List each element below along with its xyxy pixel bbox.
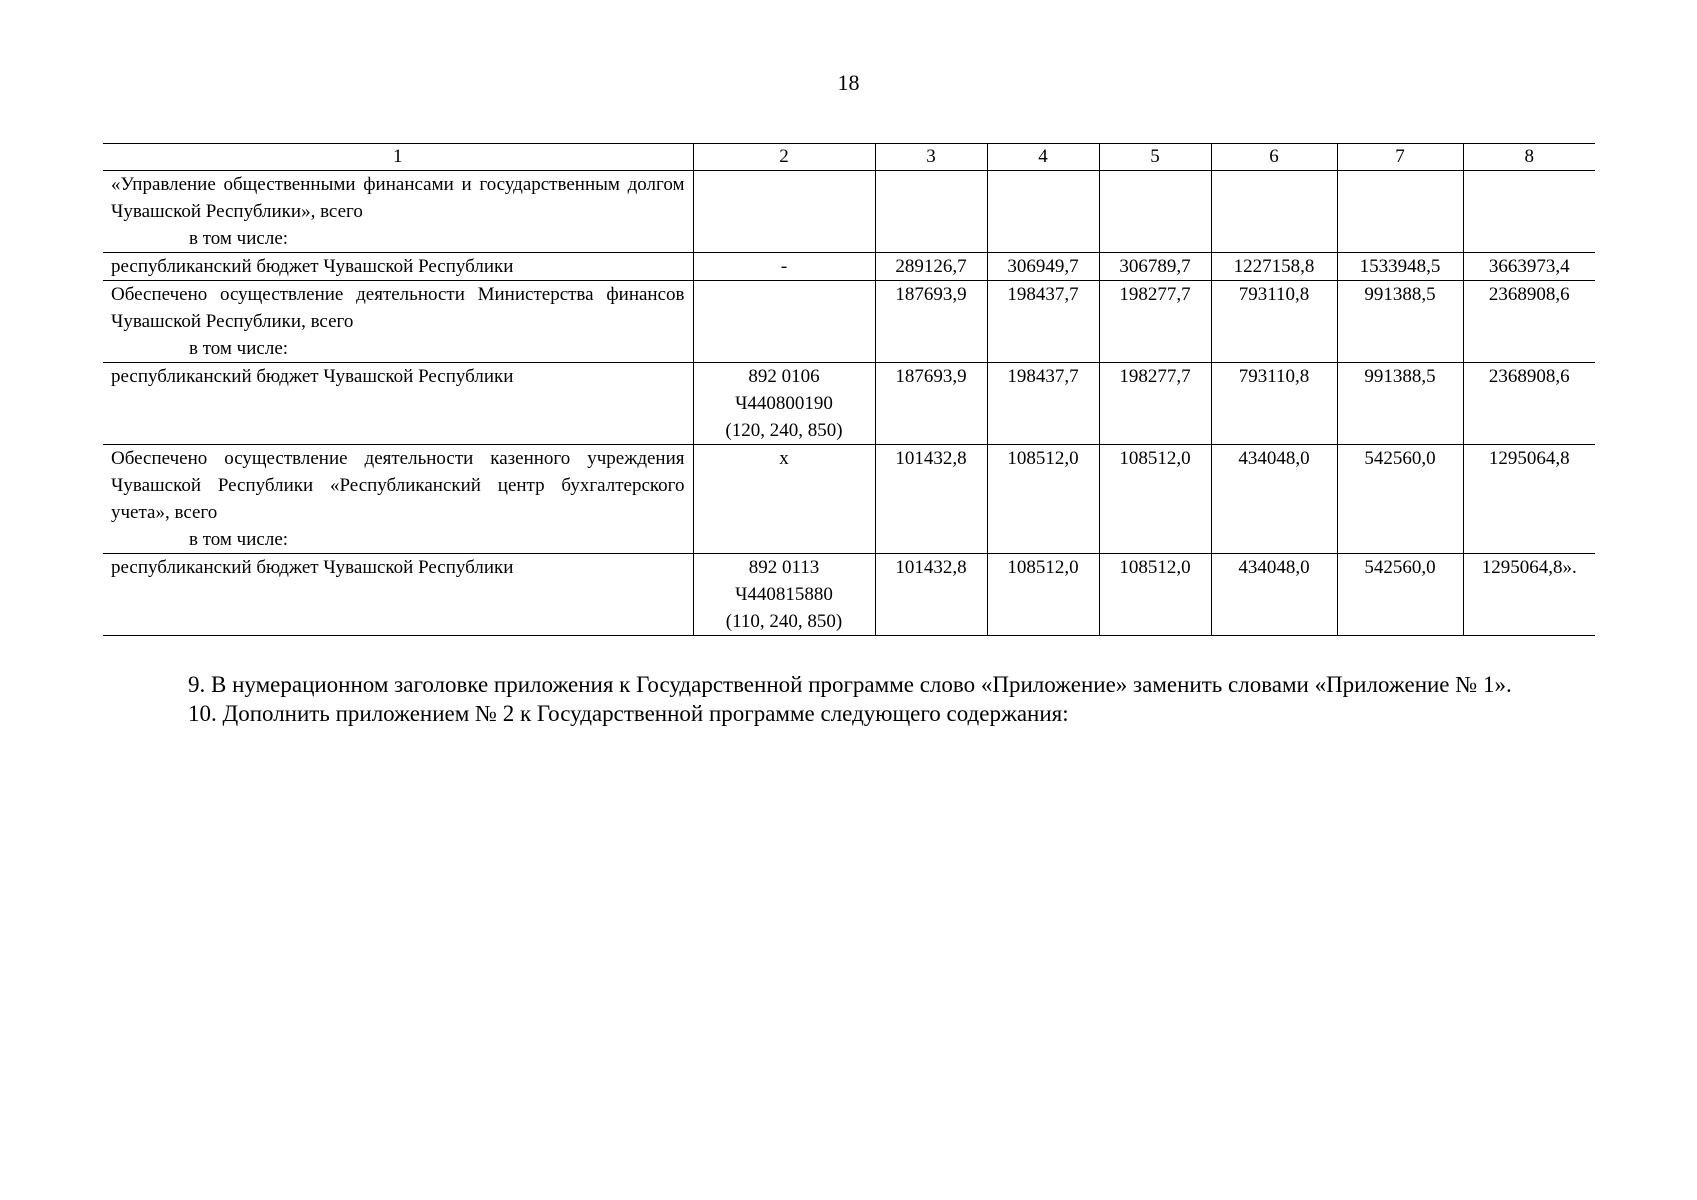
row-description: республиканский бюджет Чувашской Республики	[111, 366, 514, 387]
row-code-line: Ч440800190	[735, 393, 833, 414]
row-value-cell	[1463, 171, 1595, 253]
row-value-cell: 434048,0	[1211, 554, 1337, 636]
row-value-cell: 198277,7	[1099, 281, 1211, 363]
row-description: «Управление общественными финансами и государственным долгом Чувашской Республики», всего	[111, 174, 685, 222]
body-text	[113, 670, 1585, 728]
row-code-cell	[693, 281, 875, 363]
table-row	[103, 171, 1595, 253]
row-value-cell: 289126,7	[875, 253, 987, 281]
row-description: Обеспечено осуществление деятельности Министерства финансов Чувашской Республики, всего	[111, 284, 685, 332]
row-description: Обеспечено осуществление деятельности казенного учреждения Чувашской Республики «Республиканский центр бухгалтерского учета», всего	[111, 448, 685, 523]
row-value-cell: 542560,0	[1337, 445, 1463, 554]
row-value-cell: 434048,0	[1211, 445, 1337, 554]
row-subcaption: в том числе:	[189, 228, 289, 249]
row-value-cell: 2368908,6	[1463, 363, 1595, 445]
row-value-cell: 306949,7	[987, 253, 1099, 281]
row-subcaption: в том числе:	[189, 529, 289, 550]
paragraph-10: 10. Дополнить приложением № 2 к Государственной программе следующего содержания:	[188, 701, 1069, 726]
row-code-cell	[693, 171, 875, 253]
row-value-cell: 542560,0	[1337, 554, 1463, 636]
header-cell: 1	[103, 144, 693, 171]
row-code-line: 892 0106	[748, 366, 820, 387]
table-row	[103, 253, 1595, 281]
row-code-line: (110, 240, 850)	[725, 611, 843, 632]
paragraph-9: 9. В нумерационном заголовке приложения к Государственной программе слово «Приложение» заменить словами «Приложение № 1».	[188, 672, 1512, 697]
budget-table	[103, 143, 1595, 636]
row-value-cell: 1295064,8».	[1463, 554, 1595, 636]
row-value-cell	[1211, 171, 1337, 253]
header-cell: 8	[1463, 144, 1595, 171]
row-value-cell: 187693,9	[875, 281, 987, 363]
row-value-cell: 198437,7	[987, 281, 1099, 363]
row-value-cell: 793110,8	[1211, 281, 1337, 363]
row-description: республиканский бюджет Чувашской Республики	[111, 256, 514, 277]
row-value-cell: 2368908,6	[1463, 281, 1595, 363]
row-value-cell: 306789,7	[1099, 253, 1211, 281]
row-code-line: Ч440815880	[735, 584, 833, 605]
row-value-cell: 187693,9	[875, 363, 987, 445]
row-value-cell: 1533948,5	[1337, 253, 1463, 281]
row-description-cell	[103, 554, 693, 636]
row-code-line: 892 0113	[748, 557, 820, 578]
row-value-cell: 1295064,8	[1463, 445, 1595, 554]
row-subcaption: в том числе:	[189, 338, 289, 359]
header-cell: 3	[875, 144, 987, 171]
row-code-cell	[693, 554, 875, 636]
page-number: 18	[837, 70, 860, 95]
row-value-cell: 101432,8	[875, 554, 987, 636]
row-code-line: х	[779, 448, 789, 469]
table-header-row	[103, 144, 1595, 171]
row-description-cell	[103, 363, 693, 445]
row-code-line: (120, 240, 850)	[725, 420, 843, 441]
row-code-line: -	[780, 256, 788, 277]
header-cell: 6	[1211, 144, 1337, 171]
row-description-cell	[103, 445, 693, 554]
row-code-cell	[693, 445, 875, 554]
row-code-cell	[693, 253, 875, 281]
row-value-cell	[987, 171, 1099, 253]
row-value-cell: 198277,7	[1099, 363, 1211, 445]
row-value-cell: 108512,0	[987, 445, 1099, 554]
table-row	[103, 363, 1595, 445]
table-row	[103, 281, 1595, 363]
row-value-cell	[1337, 171, 1463, 253]
row-value-cell: 108512,0	[1099, 445, 1211, 554]
row-value-cell: 991388,5	[1337, 363, 1463, 445]
row-value-cell: 101432,8	[875, 445, 987, 554]
row-description: республиканский бюджет Чувашской Республики	[111, 557, 514, 578]
row-value-cell: 108512,0	[1099, 554, 1211, 636]
row-value-cell	[875, 171, 987, 253]
header-cell: 4	[987, 144, 1099, 171]
table-row	[103, 445, 1595, 554]
row-value-cell	[1099, 171, 1211, 253]
row-value-cell: 108512,0	[987, 554, 1099, 636]
row-value-cell: 3663973,4	[1463, 253, 1595, 281]
row-value-cell: 1227158,8	[1211, 253, 1337, 281]
row-code-cell	[693, 363, 875, 445]
header-cell: 7	[1337, 144, 1463, 171]
header-cell: 2	[693, 144, 875, 171]
header-cell: 5	[1099, 144, 1211, 171]
row-description-cell	[103, 253, 693, 281]
row-description-cell	[103, 281, 693, 363]
row-value-cell: 198437,7	[987, 363, 1099, 445]
row-value-cell: 991388,5	[1337, 281, 1463, 363]
row-description-cell	[103, 171, 693, 253]
row-value-cell: 793110,8	[1211, 363, 1337, 445]
table-row	[103, 554, 1595, 636]
